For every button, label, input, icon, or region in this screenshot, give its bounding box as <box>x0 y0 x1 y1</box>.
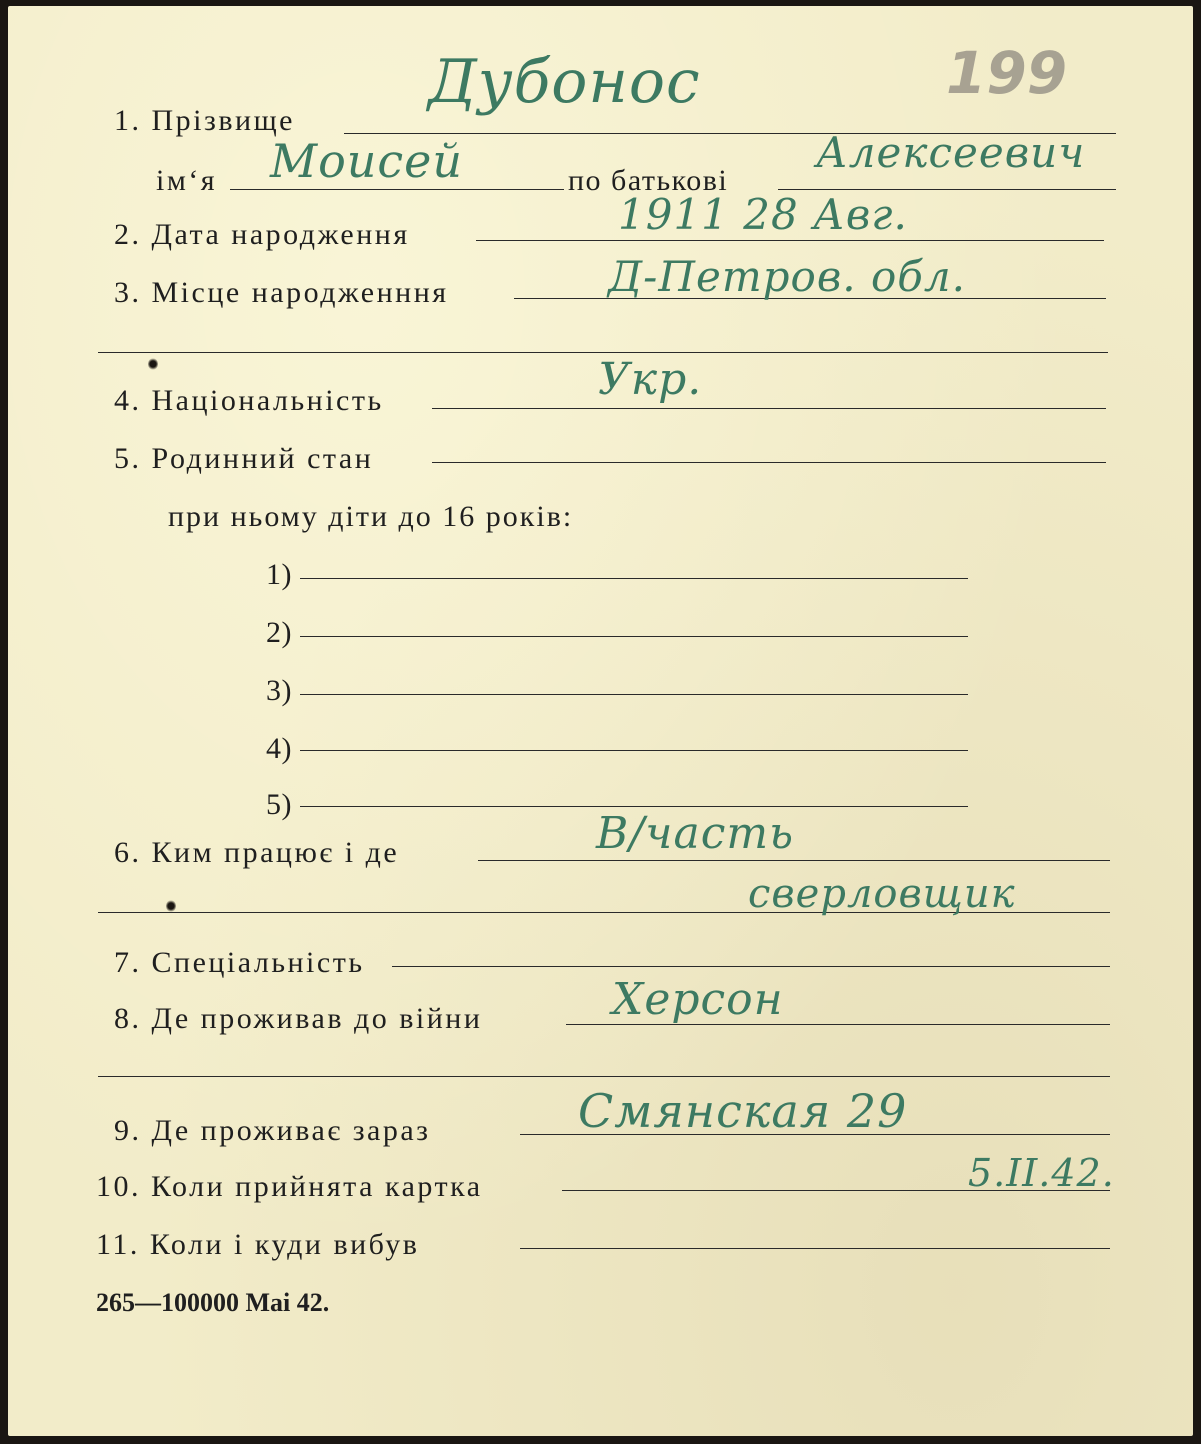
nationality-label: 4. Національність <box>114 384 384 417</box>
nationality-line <box>432 408 1106 409</box>
registration-card <box>8 6 1193 1436</box>
child-2-label: 2) <box>266 616 292 649</box>
child-3-line <box>300 694 968 695</box>
birth-place-line-2 <box>98 352 1108 353</box>
current-residence-label: 9. Де проживає зараз <box>114 1114 431 1147</box>
patronymic-label: по батькові <box>568 164 729 197</box>
occupation-line <box>478 860 1110 861</box>
child-4-line <box>300 750 968 751</box>
marital-status-line <box>432 462 1106 463</box>
patronymic-value: Алексеевич <box>816 128 1086 177</box>
birth-place-value: Д-Петров. обл. <box>608 252 966 301</box>
birth-date-line <box>476 240 1104 241</box>
nationality-value: Укр. <box>598 354 703 405</box>
birth-date-label: 2. Дата народження <box>114 218 410 251</box>
child-2-line <box>300 636 968 637</box>
card-accepted-label: 10. Коли прийнята картка <box>96 1170 483 1203</box>
birth-date-value: 1911 28 Авг. <box>618 190 908 239</box>
child-1-line <box>300 578 968 579</box>
archive-number: 199 <box>946 39 1068 107</box>
departure-label: 11. Коли і куди вибув <box>96 1228 420 1261</box>
punch-hole <box>166 900 176 912</box>
surname-label: 1. Прізвище <box>114 104 295 137</box>
child-3-label: 3) <box>266 674 292 707</box>
specialty-label: 7. Спеціальність <box>114 946 365 979</box>
current-residence-value: Смянская 29 <box>578 1084 908 1138</box>
child-4-label: 4) <box>266 732 292 765</box>
name-label: ім‘я <box>156 164 218 197</box>
occupation-label: 6. Ким працює і де <box>114 836 400 869</box>
card-accepted-value: 5.II.42. <box>968 1151 1115 1195</box>
name-value: Моисей <box>270 134 464 188</box>
birth-place-label: 3. Місце народженння <box>114 276 449 309</box>
prewar-residence-value: Херсон <box>612 974 784 1025</box>
children-label: при ньому діти до 16 років: <box>168 500 574 533</box>
prewar-residence-label: 8. Де проживав до війни <box>114 1002 483 1035</box>
occupation-value-2: сверловщик <box>748 871 1016 917</box>
surname-value: Дубонос <box>428 47 701 117</box>
child-1-label: 1) <box>266 558 292 591</box>
print-code: 265—100000 Mai 42. <box>96 1288 330 1317</box>
name-line <box>230 189 564 190</box>
specialty-line <box>392 966 1110 967</box>
marital-status-label: 5. Родинний стан <box>114 442 374 475</box>
child-5-line <box>300 806 968 807</box>
prewar-residence-line-2 <box>98 1076 1110 1077</box>
punch-hole <box>148 358 158 370</box>
departure-line <box>520 1248 1110 1249</box>
child-5-label: 5) <box>266 788 292 821</box>
occupation-value: В/часть <box>596 808 795 859</box>
